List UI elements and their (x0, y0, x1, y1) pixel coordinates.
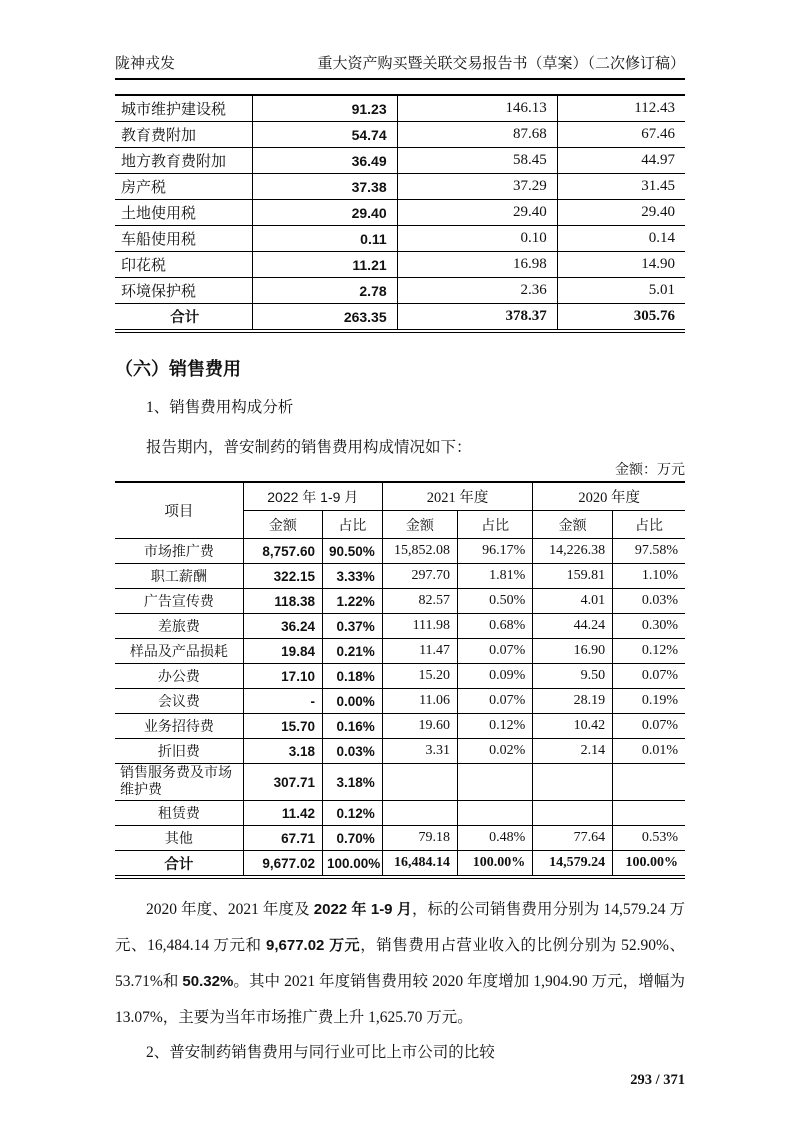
cell-value: 9.50 (533, 664, 613, 689)
cell-value: 100.00% (458, 851, 533, 878)
cell-value: 0.12% (613, 639, 685, 664)
cell-value: 67.71 (243, 826, 322, 851)
table-row (115, 851, 685, 878)
cell-value: 28.19 (533, 689, 613, 714)
cell-value: 44.97 (557, 148, 685, 174)
row-label: 土地使用税 (115, 200, 253, 226)
column-subheader: 占比 (613, 511, 685, 539)
cell-value: 11.42 (243, 801, 322, 826)
subsection-1-heading: 1、销售费用构成分析 (146, 399, 294, 416)
cell-value: 44.24 (533, 614, 613, 639)
cell-value: 100.00% (613, 851, 685, 878)
row-label: 折旧费 (115, 739, 243, 764)
cell-value: 90.50% (322, 539, 382, 564)
cell-value: 159.81 (533, 564, 613, 589)
cell-value: 16.98 (397, 252, 557, 278)
cell-value: 14,226.38 (533, 539, 613, 564)
cell-value: 305.76 (557, 304, 685, 332)
table-row (115, 174, 685, 200)
row-label: 房产税 (115, 174, 253, 200)
cell-value: 0.48% (458, 826, 533, 851)
cell-value: 29.40 (253, 200, 397, 226)
cell-value (458, 801, 533, 826)
cell-value (613, 801, 685, 826)
cell-value: 0.01% (613, 739, 685, 764)
cell-value: 0.16% (322, 714, 382, 739)
cell-value: 111.98 (382, 614, 457, 639)
row-label: 合计 (115, 304, 253, 332)
row-label: 其他 (115, 826, 243, 851)
cell-value: 9,677.02 (243, 851, 322, 878)
cell-value: 378.37 (397, 304, 557, 332)
cell-value: 0.70% (322, 826, 382, 851)
row-label: 销售服务费及市场维护费 (115, 764, 243, 801)
header-report-title: 重大资产购买暨关联交易报告书（草案）（二次修订稿） (317, 56, 685, 72)
table-row (115, 801, 685, 826)
cell-value: 29.40 (397, 200, 557, 226)
cell-value: 1.81% (458, 564, 533, 589)
cell-value: 0.12% (458, 714, 533, 739)
cell-value: 10.42 (533, 714, 613, 739)
document-header (115, 52, 685, 80)
table-row (115, 564, 685, 589)
cell-value: 0.07% (613, 664, 685, 689)
cell-value: 16,484.14 (382, 851, 457, 878)
row-label: 差旅费 (115, 614, 243, 639)
paragraph-segment: 。其中 2021 年度销售费用较 2020 年度增加 1,904.90 万元，增幅为 13.07%，主要为当年市场推广费上升 1,625.70 万元。 (115, 973, 685, 1026)
cell-value: 4.01 (533, 589, 613, 614)
cell-value: 16.90 (533, 639, 613, 664)
cell-value: 3.31 (382, 739, 457, 764)
cell-value: 36.49 (253, 148, 397, 174)
row-label: 职工薪酬 (115, 564, 243, 589)
cell-value: 82.57 (382, 589, 457, 614)
cell-value: 263.35 (253, 304, 397, 332)
table-row (115, 304, 685, 332)
cell-value: 37.38 (253, 174, 397, 200)
paragraph-segment: 2020 年度、2021 年度及 (146, 901, 314, 918)
cell-value: 15.70 (243, 714, 322, 739)
column-subheader: 金额 (243, 511, 322, 539)
row-label: 样品及产品损耗 (115, 639, 243, 664)
column-header-item: 项目 (115, 482, 243, 539)
table-row (115, 826, 685, 851)
cell-value: 1.10% (613, 564, 685, 589)
table-row (115, 95, 685, 122)
cell-value: 0.53% (613, 826, 685, 851)
unit-note: 金额：万元 (615, 463, 685, 478)
cell-value: 96.17% (458, 539, 533, 564)
cell-value: 3.18% (322, 764, 382, 801)
cell-value: 36.24 (243, 614, 322, 639)
paragraph-segment: ，销售费用占营业收入的比例分别为 52.90%、53.71%和 (115, 937, 685, 990)
cell-value: 15,852.08 (382, 539, 457, 564)
cell-value: 0.50% (458, 589, 533, 614)
table-row (115, 714, 685, 739)
cell-value: 14.90 (557, 252, 685, 278)
cell-value: 0.09% (458, 664, 533, 689)
cell-value: 77.64 (533, 826, 613, 851)
column-subheader: 金额 (533, 511, 613, 539)
cell-value: 8,757.60 (243, 539, 322, 564)
cell-value: 87.68 (397, 122, 557, 148)
table-row (115, 122, 685, 148)
cell-value: 0.21% (322, 639, 382, 664)
cell-value: 0.10 (397, 226, 557, 252)
cell-value: 11.06 (382, 689, 457, 714)
row-label: 业务招待费 (115, 714, 243, 739)
row-label: 教育费附加 (115, 122, 253, 148)
table-row (115, 278, 685, 304)
cell-value: 1.22% (322, 589, 382, 614)
row-label: 会议费 (115, 689, 243, 714)
cell-value: 0.19% (613, 689, 685, 714)
paragraph-segment: ，标的公司销售费用分别为 14,579.24 万元、16,484.14 万元和 (115, 901, 685, 954)
section-heading: （六）销售费用 (115, 359, 241, 379)
header-row (115, 482, 685, 511)
cell-value: 14,579.24 (533, 851, 613, 878)
cell-value (533, 764, 613, 801)
cell-value: 2.14 (533, 739, 613, 764)
cell-value: 0.07% (458, 639, 533, 664)
column-header-period: 2020 年度 (533, 482, 685, 511)
cell-value: 146.13 (397, 95, 557, 122)
cell-value: 0.03% (322, 739, 382, 764)
column-subheader: 占比 (322, 511, 382, 539)
cell-value: 11.47 (382, 639, 457, 664)
header-company-name: 陇神戎发 (115, 56, 176, 72)
cell-value: 0.00% (322, 689, 382, 714)
cell-value: 2.78 (253, 278, 397, 304)
row-label: 广告宣传费 (115, 589, 243, 614)
cell-value: - (243, 689, 322, 714)
cell-value: 0.37% (322, 614, 382, 639)
tax-table (115, 94, 685, 333)
row-label: 环境保护税 (115, 278, 253, 304)
cell-value (382, 764, 457, 801)
cell-value: 0.07% (613, 714, 685, 739)
cell-value: 0.02% (458, 739, 533, 764)
table-row (115, 689, 685, 714)
cell-value: 112.43 (557, 95, 685, 122)
row-label: 办公费 (115, 664, 243, 689)
cell-value (613, 764, 685, 801)
row-label: 印花税 (115, 252, 253, 278)
cell-value: 37.29 (397, 174, 557, 200)
paragraph-segment: 2022 年 1-9 月 (313, 901, 412, 918)
paragraph-segment: 9,677.02 万元 (266, 937, 361, 954)
cell-value: 58.45 (397, 148, 557, 174)
cell-value: 19.60 (382, 714, 457, 739)
row-label: 合计 (115, 851, 243, 878)
intro-text: 报告期内，普安制药的销售费用构成情况如下： (146, 439, 472, 456)
cell-value: 0.68% (458, 614, 533, 639)
cell-value: 322.15 (243, 564, 322, 589)
table-row (115, 614, 685, 639)
column-subheader: 占比 (458, 511, 533, 539)
cell-value: 0.12% (322, 801, 382, 826)
cell-value (533, 801, 613, 826)
cell-value: 3.18 (243, 739, 322, 764)
cell-value: 0.18% (322, 664, 382, 689)
cell-value (382, 801, 457, 826)
cell-value: 3.33% (322, 564, 382, 589)
cell-value: 97.58% (613, 539, 685, 564)
cell-value: 15.20 (382, 664, 457, 689)
cell-value: 31.45 (557, 174, 685, 200)
cell-value: 0.11 (253, 226, 397, 252)
cell-value: 91.23 (253, 95, 397, 122)
cell-value: 2.36 (397, 278, 557, 304)
cell-value: 100.00% (322, 851, 382, 878)
table-row (115, 589, 685, 614)
cell-value: 5.01 (557, 278, 685, 304)
cell-value: 54.74 (253, 122, 397, 148)
row-label: 城市维护建设税 (115, 95, 253, 122)
cell-value: 0.03% (613, 589, 685, 614)
column-header-period: 2022 年 1-9 月 (243, 482, 382, 511)
cell-value: 297.70 (382, 564, 457, 589)
table-row (115, 200, 685, 226)
table-row (115, 148, 685, 174)
expense-table (115, 481, 685, 879)
row-label: 租赁费 (115, 801, 243, 826)
cell-value: 0.14 (557, 226, 685, 252)
cell-value: 11.21 (253, 252, 397, 278)
cell-value: 17.10 (243, 664, 322, 689)
table-row (115, 252, 685, 278)
subsection-2-heading: 2、普安制药销售费用与同行业可比上市公司的比较 (146, 1044, 495, 1061)
table-row (115, 664, 685, 689)
paragraph-segment: 50.32% (182, 973, 234, 990)
table-row (115, 539, 685, 564)
table-row (115, 639, 685, 664)
cell-value: 0.07% (458, 689, 533, 714)
cell-value (458, 764, 533, 801)
cell-value: 67.46 (557, 122, 685, 148)
cell-value: 79.18 (382, 826, 457, 851)
table-row (115, 739, 685, 764)
row-label: 地方教育费附加 (115, 148, 253, 174)
page-number: 293 / 371 (630, 1072, 685, 1088)
row-label: 车船使用税 (115, 226, 253, 252)
row-label: 市场推广费 (115, 539, 243, 564)
cell-value: 0.30% (613, 614, 685, 639)
cell-value: 19.84 (243, 639, 322, 664)
column-subheader: 金额 (382, 511, 457, 539)
cell-value: 307.71 (243, 764, 322, 801)
column-header-period: 2021 年度 (382, 482, 532, 511)
table-row (115, 764, 685, 801)
analysis-paragraph (115, 892, 685, 1036)
table-row (115, 226, 685, 252)
cell-value: 29.40 (557, 200, 685, 226)
cell-value: 118.38 (243, 589, 322, 614)
